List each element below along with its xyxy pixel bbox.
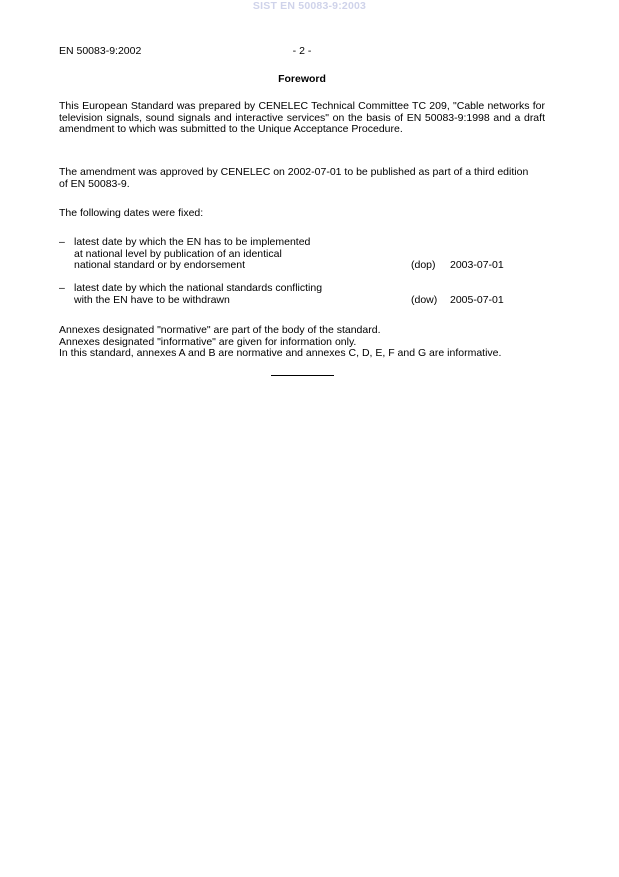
- date-item-text: [74, 283, 374, 306]
- date-item-line: latest date by which the EN has to be implemented: [74, 236, 311, 248]
- page-number: - 2 -: [292, 45, 312, 57]
- annex-note-line: Annexes designated "informative" are given for information only.: [59, 335, 357, 348]
- dash-bullet: –: [59, 282, 65, 294]
- date-item-line: latest date by which the national standards conflicting: [74, 282, 323, 294]
- foreword-paragraph-1: This European Standard was prepared by CENELEC Technical Committee TC 209, "Cable networks for television signals, sound signals and interactive services" on the basis of EN 50083-9:1998 and a draft amendment to which was submitted to the Unique Acceptance Procedure.: [59, 100, 545, 136]
- annex-note-line: In this standard, annexes A and B are normative and annexes C, D, E, F and G are informative.: [59, 347, 502, 360]
- date-item-line: national standard or by endorsement: [74, 259, 246, 272]
- dash-bullet: –: [59, 236, 65, 248]
- date-item-text: [74, 237, 374, 272]
- date-item-dop: [59, 237, 529, 273]
- date-item-dow: [59, 283, 529, 307]
- annex-notes: [59, 325, 559, 360]
- foreword-title: Foreword: [278, 73, 326, 85]
- document-id: EN 50083-9:2002: [59, 45, 142, 57]
- date-abbr: (dop): [411, 259, 436, 272]
- annex-note-line: Annexes designated "normative" are part of the body of the standard.: [59, 324, 381, 336]
- date-value: 2003-07-01: [450, 259, 504, 272]
- foreword-paragraph-3: The following dates were fixed:: [59, 207, 204, 219]
- date-value: 2005-07-01: [450, 293, 504, 306]
- end-rule: [271, 375, 334, 376]
- foreword-paragraph-2: The amendment was approved by CENELEC on 2002-07-01 to be published as part of a third edition of EN 50083-9.: [59, 166, 529, 190]
- watermark: SIST EN 50083-9:2003: [252, 0, 367, 12]
- date-item-line: with the EN have to be withdrawn: [74, 293, 230, 306]
- date-abbr: (dow): [411, 293, 438, 306]
- date-item-line: at national level by publication of an identical: [74, 247, 282, 260]
